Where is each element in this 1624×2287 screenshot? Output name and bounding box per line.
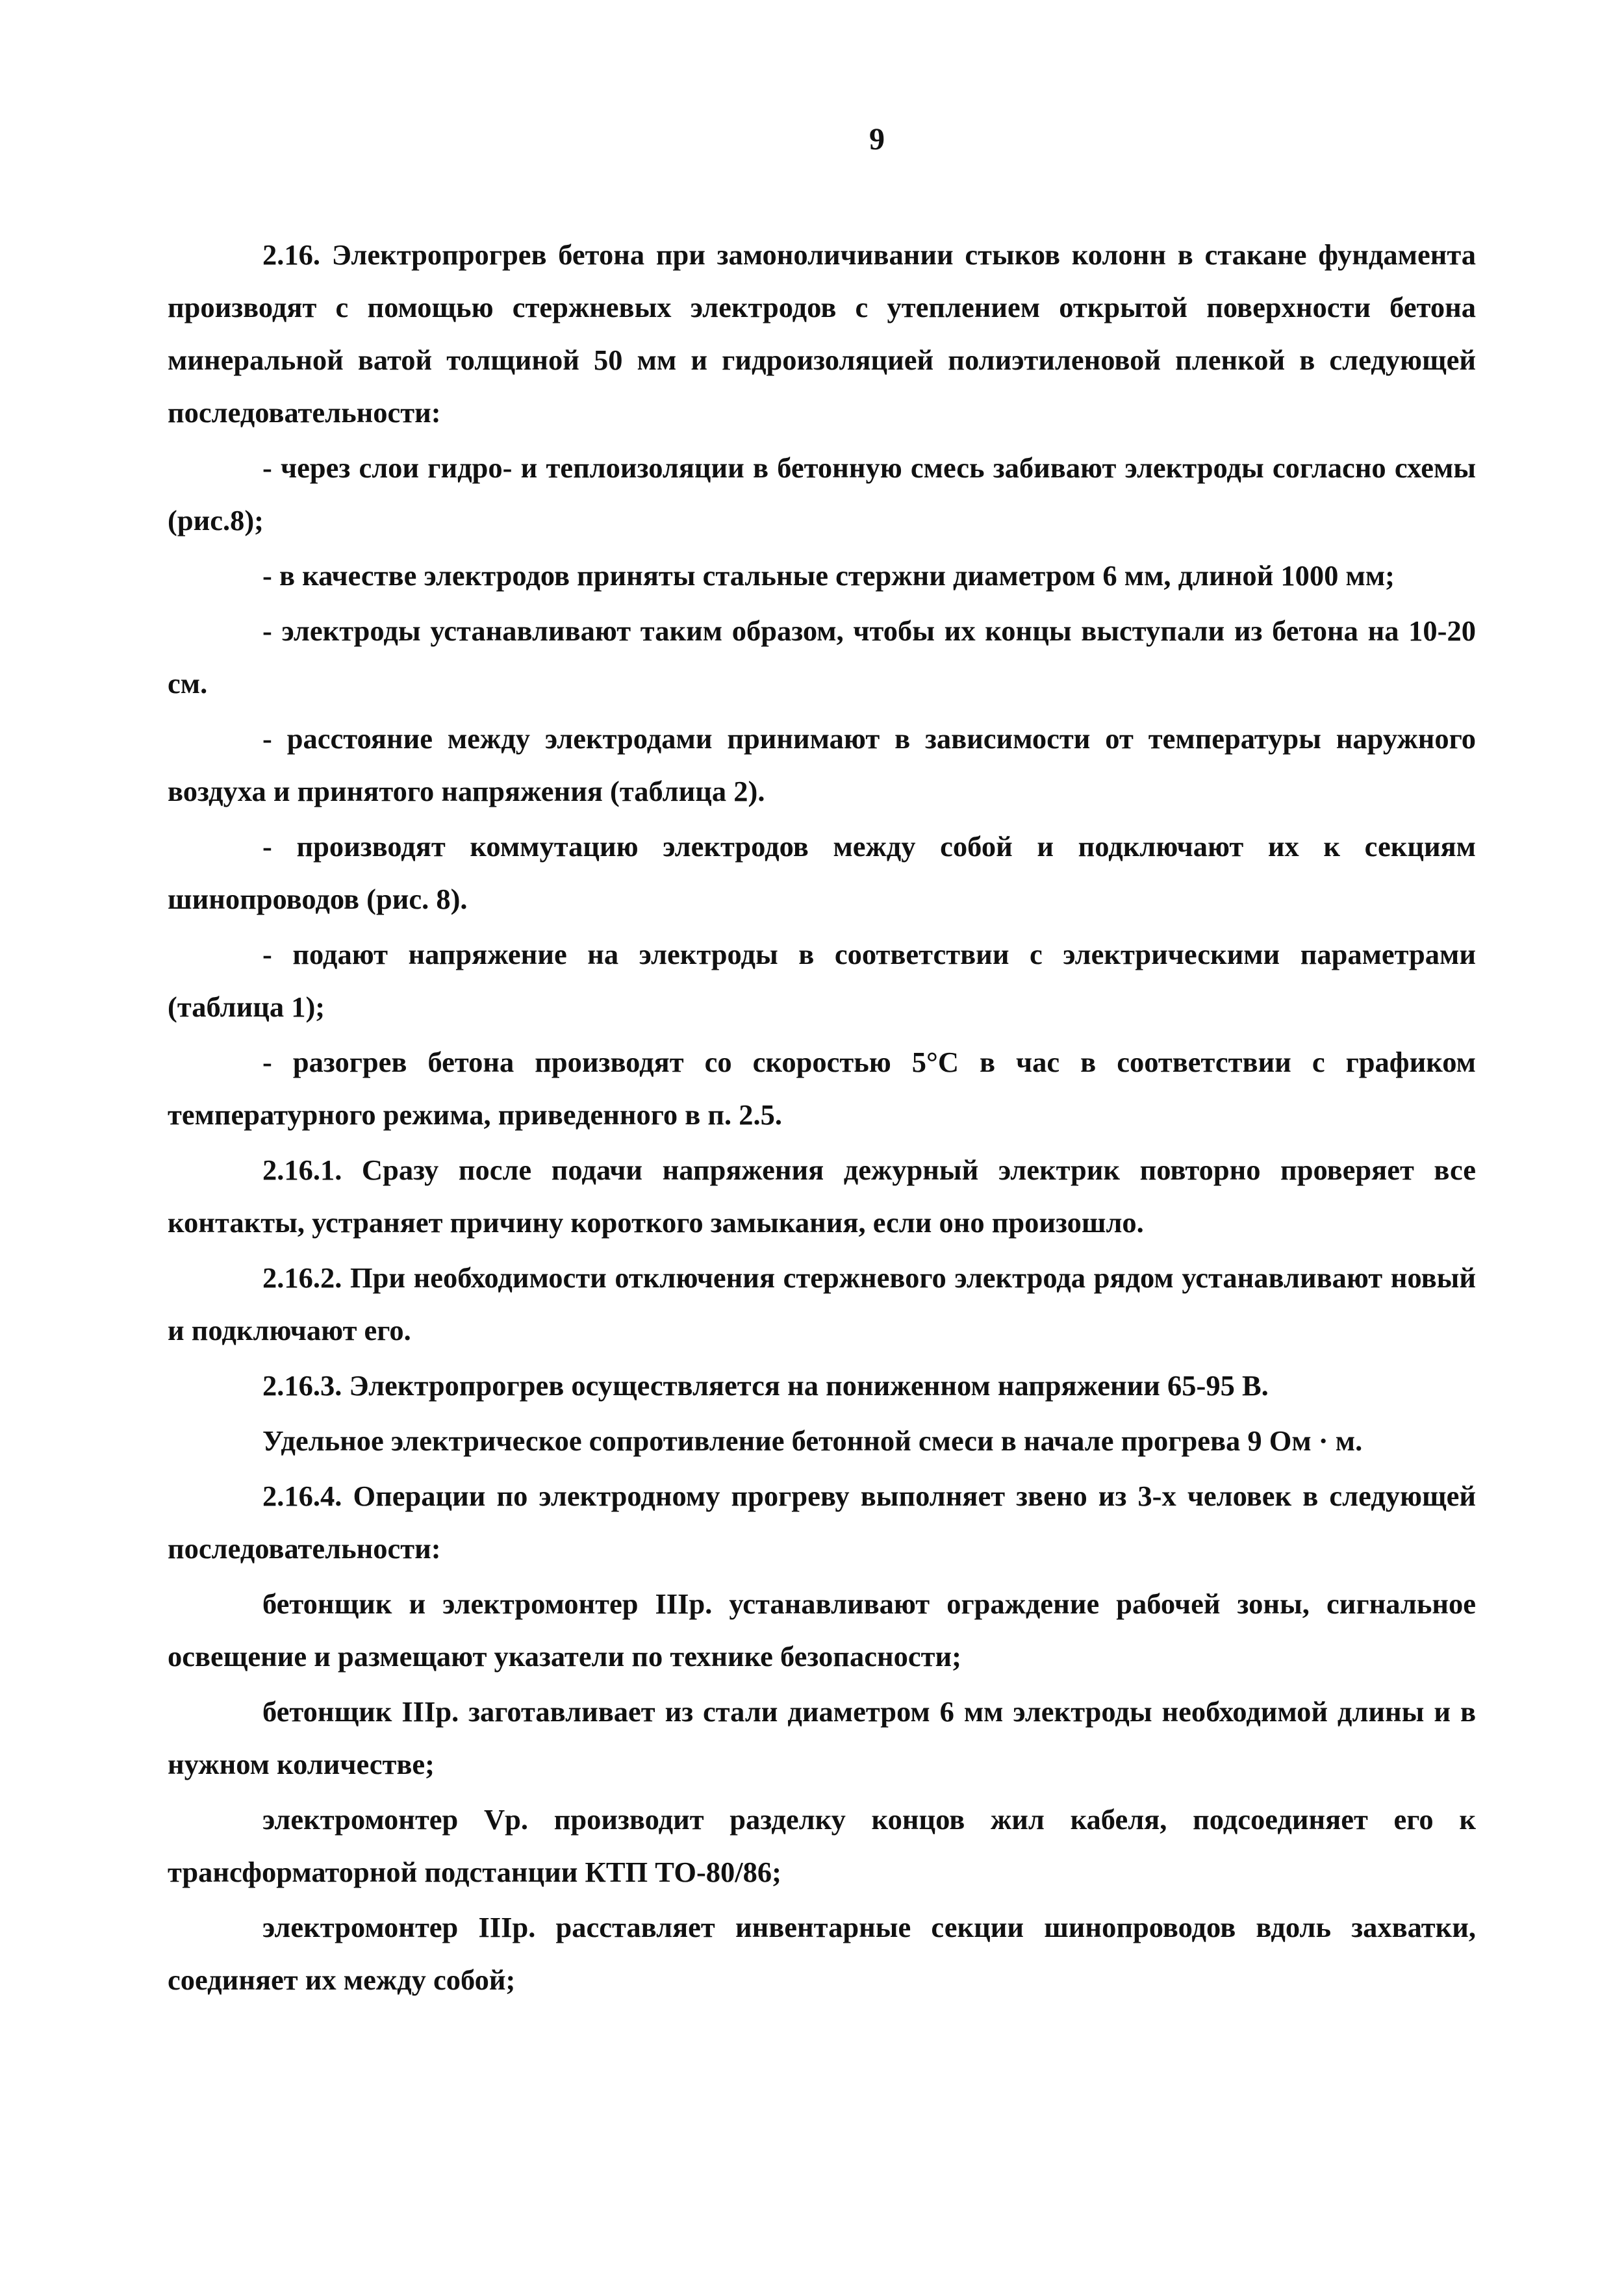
operation-step-busbars: электромонтер IIIр. расставляет инвентарные секции шинопроводов вдоль захватки, соединяет их между собой; <box>168 1911 1476 1996</box>
list-item-commutation: - производят коммутацию электродов между собой и подключают их к секциям шинопроводов (рис. 8). <box>168 830 1476 915</box>
paragraph-2-16: 2.16. Электропрогрев бетона при замоноличивании стыков колонн в стакане фундамента производят с помощью стержневых электродов с утеплением открытой поверхности бетона минеральной ватой толщиной 50 мм и гидроизоляцией полиэтиленовой пленкой в следующей последовательности: <box>168 238 1476 429</box>
list-item-voltage-supply: - подают напряжение на электроды в соответствии с электрическими параметрами (таблица 1); <box>168 938 1476 1023</box>
list-item-electrodes-driving: - через слои гидро- и теплоизоляции в бетонную смесь забивают электроды согласно схемы (рис.8); <box>168 451 1476 537</box>
paragraph-resistance: Удельное электрическое сопротивление бетонной смеси в начале прогрева 9 Ом · м. <box>262 1424 1363 1457</box>
page-number: 9 <box>869 122 885 157</box>
paragraph-2-16-4: 2.16.4. Операции по электродному прогреву выполняет звено из 3-х человек в следующей последовательности: <box>168 1480 1476 1565</box>
operation-step-cable: электромонтер Vр. производит разделку концов жил кабеля, подсоединяет его к трансформаторной подстанции КТП ТО-80/86; <box>168 1803 1476 1888</box>
operation-step-fencing: бетонщик и электромонтер IIIр. устанавливают ограждение рабочей зоны, сигнальное освещение и размещают указатели по технике безопасности; <box>168 1587 1476 1673</box>
list-item-electrodes-placement: - электроды устанавливают таким образом, чтобы их концы выступали из бетона на 10-20 см. <box>168 614 1476 700</box>
document-body <box>168 229 1476 2006</box>
operation-step-electrode-prep: бетонщик IIIр. заготавливает из стали диаметром 6 мм электроды необходимой длины и в нужном количестве; <box>168 1695 1476 1780</box>
list-item-electrodes-material: - в качестве электродов приняты стальные стержни диаметром 6 мм, длиной 1000 мм; <box>262 559 1395 592</box>
paragraph-2-16-1: 2.16.1. Сразу после подачи напряжения дежурный электрик повторно проверяет все контакты, устраняет причину короткого замыкания, если оно произошло. <box>168 1154 1476 1239</box>
paragraph-2-16-2: 2.16.2. При необходимости отключения стержневого электрода рядом устанавливают новый и подключают его. <box>168 1261 1476 1346</box>
paragraph-2-16-3: 2.16.3. Электропрогрев осуществляется на пониженном напряжении 65-95 В. <box>262 1369 1269 1402</box>
list-item-heating-rate: - разогрев бетона производят со скоростью 5°С в час в соответствии с графиком температурного режима, приведенного в п. 2.5. <box>168 1046 1476 1131</box>
list-item-electrodes-spacing: - расстояние между электродами принимают в зависимости от температуры наружного воздуха и принятого напряжения (таблица 2). <box>168 722 1476 807</box>
